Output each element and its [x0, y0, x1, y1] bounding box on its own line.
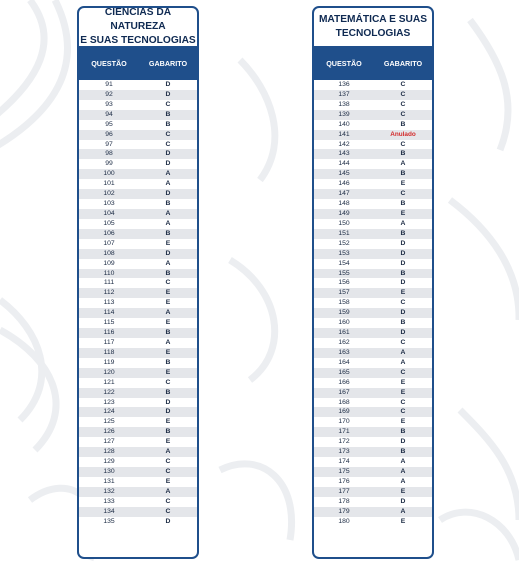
answer-key: E	[165, 418, 171, 426]
question-number: 173	[338, 448, 350, 456]
answer-key: A	[165, 209, 171, 217]
answer-key: E	[400, 517, 406, 525]
answer-key: A	[165, 338, 171, 346]
answer-key: D	[165, 190, 171, 198]
table-row	[314, 457, 432, 467]
table-row	[314, 110, 432, 120]
question-number: 97	[105, 140, 113, 148]
answer-key: B	[400, 269, 406, 277]
table-row	[79, 368, 197, 378]
answer-key: C	[400, 81, 406, 88]
question-number: 141	[338, 130, 350, 138]
table-row	[314, 179, 432, 189]
answer-key: D	[400, 329, 406, 337]
answer-key: D	[400, 497, 406, 505]
answer-key: A	[400, 477, 406, 485]
answer-key: E	[165, 319, 171, 327]
question-number: 91	[105, 81, 113, 88]
answer-key: C	[400, 100, 406, 108]
natural-sciences-title: CIÊNCIAS DA NATUREZA E SUAS TECNOLOGIAS	[80, 8, 196, 46]
question-number: 171	[338, 428, 350, 436]
table-row	[314, 149, 432, 159]
question-number: 111	[103, 279, 115, 287]
question-number: 98	[105, 150, 113, 158]
answer-key: B	[165, 428, 171, 436]
question-number: 125	[103, 418, 115, 426]
natural-sciences-table	[77, 6, 199, 559]
answer-key: E	[165, 348, 171, 356]
answer-key: B	[165, 229, 171, 237]
table-row	[79, 159, 197, 169]
table-row	[79, 388, 197, 398]
table-row	[79, 378, 197, 388]
table-row	[79, 80, 197, 90]
question-number: 165	[338, 368, 350, 376]
table-row	[79, 229, 197, 239]
question-number: 122	[103, 388, 115, 396]
answer-key: D	[400, 259, 406, 267]
table-row	[314, 219, 432, 229]
table-row	[79, 487, 197, 497]
question-number: 117	[103, 338, 115, 346]
answer-key: A	[165, 487, 171, 495]
question-number: 102	[103, 190, 115, 198]
table-row	[79, 308, 197, 318]
answer-key: D	[165, 90, 171, 98]
answer-key: E	[165, 289, 171, 297]
answer-key: A	[400, 348, 406, 356]
answer-key: D	[165, 398, 171, 406]
table-row	[314, 447, 432, 457]
question-number: 144	[338, 160, 350, 168]
table-row	[79, 90, 197, 100]
question-number: 93	[105, 100, 113, 108]
question-number: 121	[103, 378, 115, 386]
mathematics-table	[312, 6, 434, 559]
table-row	[79, 288, 197, 298]
answer-key: E	[400, 289, 406, 297]
question-number: 131	[103, 477, 115, 485]
answer-key: E	[165, 239, 171, 247]
table-row	[314, 140, 432, 150]
table-row	[314, 80, 432, 90]
question-number: 130	[103, 467, 115, 475]
answer-key: D	[165, 517, 171, 525]
question-number: 177	[338, 487, 350, 495]
answer-key: E	[400, 378, 406, 386]
question-number: 162	[338, 338, 350, 346]
table-row	[314, 229, 432, 239]
table-row	[79, 497, 197, 507]
answer-key: A	[400, 358, 406, 366]
table-row	[314, 427, 432, 437]
answer-key: C	[165, 458, 171, 466]
table-row	[314, 417, 432, 427]
answer-key: B	[400, 448, 406, 456]
table-row	[314, 477, 432, 487]
table-row	[314, 259, 432, 269]
answer-key: C	[400, 299, 406, 307]
question-number: 115	[103, 319, 115, 327]
answer-key: A	[165, 170, 171, 178]
question-number: 157	[338, 289, 350, 297]
mathematics-rows	[314, 80, 432, 526]
question-number: 101	[103, 180, 115, 188]
answer-column-header: GABARITO	[383, 58, 423, 68]
table-row	[314, 328, 432, 338]
table-row	[79, 437, 197, 447]
question-number: 170	[338, 418, 350, 426]
answer-key: D	[165, 249, 171, 257]
answer-key: C	[400, 190, 406, 198]
table-row	[314, 269, 432, 279]
table-row	[79, 209, 197, 219]
answer-key: B	[400, 229, 406, 237]
natural-sciences-rows	[79, 80, 197, 526]
question-number: 99	[105, 160, 113, 168]
question-number: 109	[103, 259, 115, 267]
answer-key: B	[165, 388, 171, 396]
question-number: 95	[105, 120, 113, 128]
question-number: 152	[338, 239, 350, 247]
answer-key: C	[400, 408, 406, 416]
question-number: 142	[338, 140, 350, 148]
table-row	[79, 298, 197, 308]
question-number: 180	[338, 517, 350, 525]
table-row	[79, 447, 197, 457]
question-number: 176	[338, 477, 350, 485]
table-row	[314, 338, 432, 348]
table-row	[314, 199, 432, 209]
question-number: 179	[338, 507, 350, 515]
table-row	[79, 199, 197, 209]
question-number: 139	[338, 110, 350, 118]
table-row	[79, 507, 197, 517]
answer-key: E	[400, 180, 406, 188]
question-number: 155	[338, 269, 350, 277]
question-number: 104	[103, 209, 115, 217]
question-number: 163	[338, 348, 350, 356]
table-row	[314, 239, 432, 249]
answer-key: B	[400, 428, 406, 436]
question-number: 108	[103, 249, 115, 257]
question-number: 169	[338, 408, 350, 416]
answer-key: A	[165, 180, 171, 188]
answer-key: D	[400, 309, 406, 317]
question-number: 140	[338, 120, 350, 128]
table-row	[314, 288, 432, 298]
table-row	[314, 437, 432, 447]
table-row	[314, 100, 432, 110]
table-row	[314, 298, 432, 308]
question-number: 146	[338, 180, 350, 188]
question-number: 166	[338, 378, 350, 386]
table-row	[79, 120, 197, 130]
answer-key: D	[400, 279, 406, 287]
table-row	[314, 407, 432, 417]
question-number: 92	[105, 90, 113, 98]
answer-key: D	[165, 150, 171, 158]
answer-key: C	[165, 378, 171, 386]
table-row	[79, 259, 197, 269]
answer-key: C	[400, 140, 406, 148]
question-number: 172	[338, 438, 350, 446]
table-row	[79, 169, 197, 179]
table-row	[79, 189, 197, 199]
answer-key: B	[400, 200, 406, 208]
question-number: 143	[338, 150, 350, 158]
table-row	[79, 278, 197, 288]
question-column-header: QUESTÃO	[91, 58, 127, 68]
answer-key: A	[400, 458, 406, 466]
question-number: 158	[338, 299, 350, 307]
question-number: 178	[338, 497, 350, 505]
table-row	[79, 517, 197, 527]
table-row	[79, 219, 197, 229]
answer-key: A	[165, 309, 171, 317]
answer-key: B	[400, 120, 406, 128]
table-row	[314, 358, 432, 368]
table-row	[314, 467, 432, 477]
question-number: 103	[103, 200, 115, 208]
answer-key: A	[400, 160, 406, 168]
question-number: 94	[105, 110, 113, 118]
table-row	[79, 338, 197, 348]
answer-key: B	[165, 120, 171, 128]
table-row	[79, 348, 197, 358]
answer-key: B	[400, 319, 406, 327]
table-row	[79, 269, 197, 279]
table-row	[79, 239, 197, 249]
table-row	[314, 348, 432, 358]
answer-key: C	[165, 279, 171, 287]
table-row	[79, 179, 197, 189]
answer-key: B	[400, 170, 406, 178]
question-number: 128	[103, 448, 115, 456]
question-number: 136	[338, 81, 350, 88]
question-number: 164	[338, 358, 350, 366]
annulled-answer: Anulado	[390, 130, 416, 138]
table-row	[314, 378, 432, 388]
question-number: 167	[338, 388, 350, 396]
answer-key: A	[400, 507, 406, 515]
question-number: 100	[103, 170, 115, 178]
question-number: 127	[103, 438, 115, 446]
answer-key: E	[165, 368, 171, 376]
answer-column-header: GABARITO	[148, 58, 188, 68]
table-row	[314, 308, 432, 318]
question-column-header: QUESTÃO	[326, 58, 362, 68]
answer-key: A	[400, 467, 406, 475]
answer-key: E	[400, 388, 406, 396]
table-row	[79, 100, 197, 110]
answer-key: D	[400, 249, 406, 257]
table-row	[314, 90, 432, 100]
table-row	[79, 457, 197, 467]
table-row	[79, 477, 197, 487]
table-row	[79, 149, 197, 159]
answer-key: C	[400, 110, 406, 118]
table-row	[79, 130, 197, 140]
table-row	[79, 110, 197, 120]
mathematics-header	[314, 46, 432, 80]
table-row	[314, 388, 432, 398]
mathematics-title: MATEMÁTICA E SUAS TECNOLOGIAS	[318, 14, 428, 39]
table-row	[314, 159, 432, 169]
answer-key: C	[400, 368, 406, 376]
table-row	[314, 368, 432, 378]
question-number: 137	[338, 90, 350, 98]
answer-key: C	[400, 398, 406, 406]
table-row	[79, 417, 197, 427]
answer-key: C	[400, 338, 406, 346]
answer-key: A	[165, 448, 171, 456]
answer-key: E	[400, 418, 406, 426]
table-row	[79, 140, 197, 150]
answer-key: C	[165, 130, 171, 138]
question-number: 135	[103, 517, 115, 525]
table-row	[79, 398, 197, 408]
question-number: 148	[338, 200, 350, 208]
table-row	[314, 517, 432, 527]
question-number: 160	[338, 319, 350, 327]
question-number: 168	[338, 398, 350, 406]
answer-key: D	[165, 408, 171, 416]
question-number: 147	[338, 190, 350, 198]
answer-key: E	[400, 209, 406, 217]
answer-key: B	[165, 269, 171, 277]
table-row	[79, 328, 197, 338]
answer-key: E	[165, 477, 171, 485]
answer-key: C	[165, 507, 171, 515]
answer-key: D	[400, 239, 406, 247]
table-row	[79, 358, 197, 368]
answer-key: E	[165, 299, 171, 307]
table-row	[79, 407, 197, 417]
answer-key: A	[400, 219, 406, 227]
question-number: 134	[103, 507, 115, 515]
question-number: 150	[338, 219, 350, 227]
answer-key: D	[165, 160, 171, 168]
table-row	[314, 120, 432, 130]
table-row	[314, 398, 432, 408]
question-number: 129	[103, 458, 115, 466]
question-number: 132	[103, 487, 115, 495]
question-number: 145	[338, 170, 350, 178]
question-number: 119	[103, 358, 115, 366]
question-number: 153	[338, 249, 350, 257]
answer-key: C	[165, 467, 171, 475]
question-number: 114	[103, 309, 115, 317]
question-number: 112	[103, 289, 115, 297]
table-row	[314, 169, 432, 179]
answer-key: C	[165, 100, 171, 108]
answer-key: D	[400, 438, 406, 446]
question-number: 156	[338, 279, 350, 287]
question-number: 174	[338, 458, 350, 466]
question-number: 161	[338, 329, 350, 337]
question-number: 151	[338, 229, 350, 237]
table-row	[79, 318, 197, 328]
question-number: 120	[103, 368, 115, 376]
answer-key: A	[165, 259, 171, 267]
question-number: 154	[338, 259, 350, 267]
table-row	[314, 209, 432, 219]
answer-key: B	[165, 200, 171, 208]
table-row	[314, 249, 432, 259]
answer-key: A	[165, 219, 171, 227]
question-number: 107	[103, 239, 115, 247]
table-row	[314, 318, 432, 328]
question-number: 106	[103, 229, 115, 237]
natural-sciences-header	[79, 46, 197, 80]
table-row	[314, 278, 432, 288]
question-number: 175	[338, 467, 350, 475]
question-number: 110	[103, 269, 115, 277]
table-row	[314, 497, 432, 507]
question-number: 96	[105, 130, 113, 138]
answer-key: B	[165, 329, 171, 337]
answer-key: B	[165, 110, 171, 118]
answer-key: E	[165, 438, 171, 446]
question-number: 113	[103, 299, 115, 307]
answer-key: C	[165, 497, 171, 505]
answer-key: B	[165, 358, 171, 366]
answer-key: C	[400, 90, 406, 98]
question-number: 133	[103, 497, 115, 505]
table-row	[314, 130, 432, 140]
answer-key: D	[165, 81, 171, 88]
answer-key: B	[400, 150, 406, 158]
table-row	[314, 487, 432, 497]
table-row	[79, 467, 197, 477]
question-number: 159	[338, 309, 350, 317]
table-row	[79, 249, 197, 259]
question-number: 116	[103, 329, 115, 337]
question-number: 138	[338, 100, 350, 108]
answer-key: E	[400, 487, 406, 495]
question-number: 149	[338, 209, 350, 217]
table-row	[314, 507, 432, 517]
question-number: 105	[103, 219, 115, 227]
table-row	[79, 427, 197, 437]
answer-key: C	[165, 140, 171, 148]
question-number: 118	[103, 348, 115, 356]
question-number: 124	[103, 408, 115, 416]
question-number: 123	[103, 398, 115, 406]
question-number: 126	[103, 428, 115, 436]
table-row	[314, 189, 432, 199]
